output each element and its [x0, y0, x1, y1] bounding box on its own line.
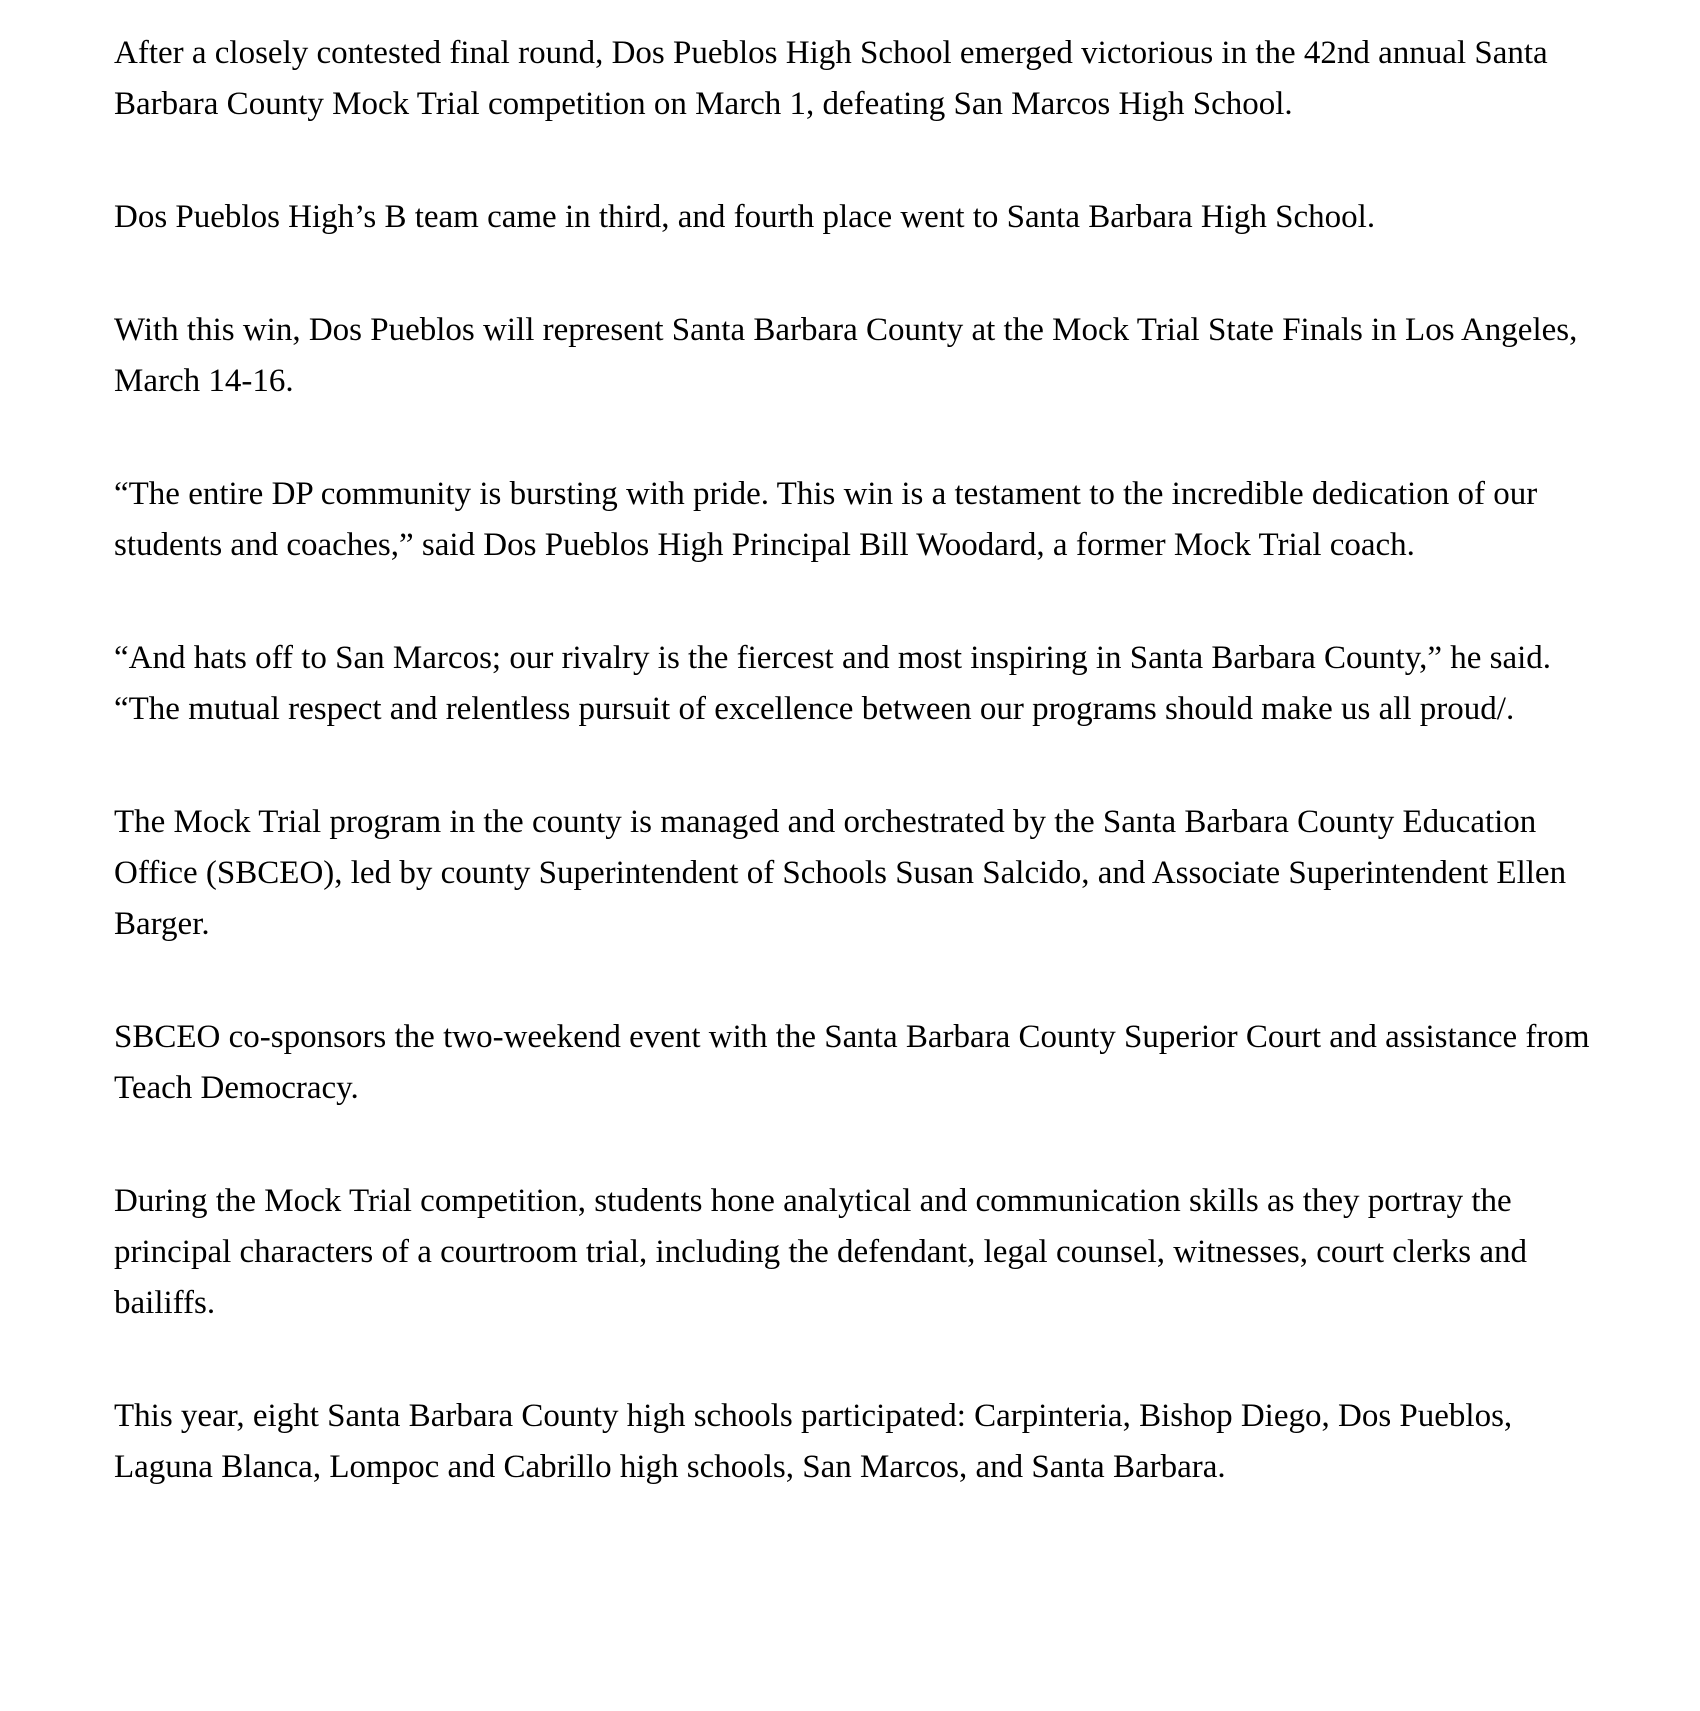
- paragraph-state-finals: With this win, Dos Pueblos will represent Santa Barbara County at the Mock Trial State Finals in Los Angeles, March 14-16.: [114, 312, 1578, 399]
- paragraph-program-management: The Mock Trial program in the county is managed and orchestrated by the Santa Barbara County Education Office (SBCEO), led by county Superintendent of Schools Susan Salcido, and Associate Superintendent Ellen Barger.: [114, 804, 1567, 942]
- article-body: [114, 28, 1614, 1493]
- paragraph-placements: Dos Pueblos High’s B team came in third, and fourth place went to Santa Barbara High School.: [114, 199, 1376, 235]
- paragraph-sponsors: SBCEO co-sponsors the two-weekend event with the Santa Barbara County Superior Court and assistance from Teach Democracy.: [114, 1019, 1590, 1106]
- paragraph-rivalry-quote: “And hats off to San Marcos; our rivalry is the fiercest and most inspiring in Santa Barbara County,” he said. “The mutual respect and relentless pursuit of excellence between our programs should make us all proud/.: [114, 640, 1552, 727]
- paragraph-participating-schools: This year, eight Santa Barbara County high schools participated: Carpinteria, Bishop Diego, Dos Pueblos, Laguna Blanca, Lompoc and Cabrillo high schools, San Marcos, and Santa Barbara.: [114, 1398, 1513, 1485]
- paragraph-competition-description: During the Mock Trial competition, students hone analytical and communication skills as they portray the principal characters of a courtroom trial, including the defendant, legal counsel, witnesses, court clerks and bailiffs.: [114, 1183, 1527, 1321]
- paragraph-final-round-result: After a closely contested final round, Dos Pueblos High School emerged victorious in the 42nd annual Santa Barbara County Mock Trial competition on March 1, defeating San Marcos High School.: [114, 35, 1548, 122]
- paragraph-principal-quote: “The entire DP community is bursting with pride. This win is a testament to the incredible dedication of our students and coaches,” said Dos Pueblos High Principal Bill Woodard, a former Mock Trial coach.: [114, 476, 1538, 563]
